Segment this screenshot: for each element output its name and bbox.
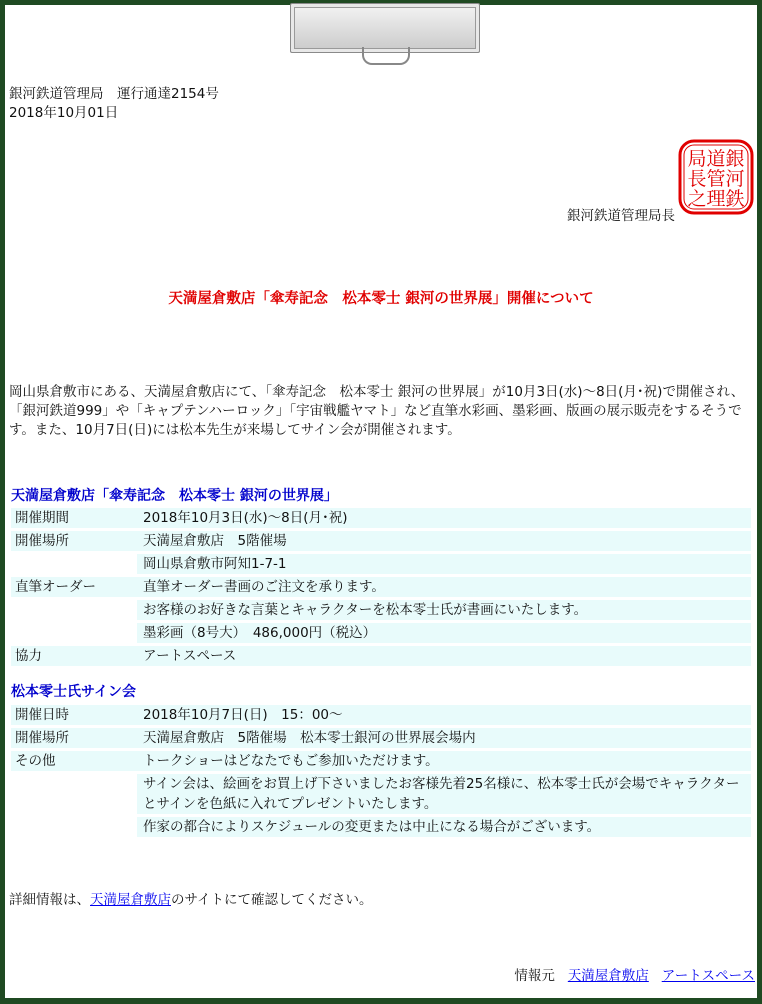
row-label: 直筆オーダー <box>11 577 137 597</box>
footer-prefix: 詳細情報は、 <box>9 892 90 908</box>
svg-text:鉄: 鉄 <box>725 188 745 210</box>
table-row <box>11 646 751 666</box>
footer-suffix: のサイトにて確認してください。 <box>171 892 373 908</box>
table-row <box>11 600 751 620</box>
official-seal <box>677 138 755 216</box>
svg-text:道: 道 <box>706 148 726 170</box>
svg-text:長: 長 <box>687 168 707 190</box>
svg-text:理: 理 <box>706 188 726 210</box>
row-value: 2018年10月7日(日) 15：00～ <box>137 705 751 725</box>
row-value: お客様のお好きな言葉とキャラクターを松本零士氏が書画にいたします。 <box>137 600 751 620</box>
row-label: 開催日時 <box>11 705 137 725</box>
row-label <box>11 554 137 574</box>
footer-store-link[interactable]: 天満屋倉敷店 <box>90 892 171 908</box>
row-value: 作家の都合によりスケジュールの変更または中止になる場合がございます。 <box>137 817 751 837</box>
document-header <box>9 85 219 123</box>
svg-text:銀: 銀 <box>725 148 745 170</box>
issue-date: 2018年10月01日 <box>9 105 119 121</box>
source-credits <box>514 964 755 984</box>
row-value: 2018年10月3日(水)～8日(月･祝) <box>137 508 751 528</box>
table-row <box>11 774 751 814</box>
row-value: 天満屋倉敷店 5階催場 松本零士銀河の世界展会場内 <box>137 728 751 748</box>
exhibit-section-title: 天満屋倉敷店「傘寿記念 松本零士 銀河の世界展」 <box>11 488 338 504</box>
row-label <box>11 817 137 837</box>
row-value: 岡山県倉敷市阿知1-7-1 <box>137 554 751 574</box>
intro-paragraph: 岡山県倉敷市にある、天満屋倉敷店にて、「傘寿記念 松本零士 銀河の世界展」が10月3日(水)～8日(月･祝)で開催され、「銀河鉄道999」や「キャプテンハーロック」「宇宙戦艦ヤマト」など直筆水彩画、墨彩画、版画の展示販売をするそうです。また、10月7日(日)には松本先生が来場してサイン会が開催されます。 <box>9 384 745 438</box>
document-page <box>5 5 757 998</box>
svg-text:管: 管 <box>706 168 726 190</box>
row-value: 直筆オーダー書画のご注文を承ります。 <box>137 577 751 597</box>
row-label <box>11 600 137 620</box>
clipboard-clip <box>290 3 478 61</box>
table-row <box>11 508 751 528</box>
row-label: 開催場所 <box>11 728 137 748</box>
clip-plate <box>290 3 480 53</box>
table-row <box>11 554 751 574</box>
row-label: 開催場所 <box>11 531 137 551</box>
row-value: サイン会は、絵画をお買上げ下さいましたお客様先着25名様に、松本零士氏が会場でキャラクターとサインを色紙に入れてプレゼントいたします。 <box>137 774 751 814</box>
svg-text:河: 河 <box>725 168 745 190</box>
signing-info-table <box>11 702 751 840</box>
issuer-line: 銀河鉄道管理局 運行通達2154号 <box>9 86 219 102</box>
source-label: 情報元 <box>514 968 555 984</box>
row-value: トークショーはどなたでもご参加いただけます。 <box>137 751 751 771</box>
page-title: 天満屋倉敷店「傘寿記念 松本零士 銀河の世界展」開催について <box>168 291 594 307</box>
row-label <box>11 774 137 814</box>
signing-section-title: 松本零士氏サイン会 <box>11 684 137 700</box>
svg-text:之: 之 <box>687 188 707 210</box>
source-store-link[interactable]: 天満屋倉敷店 <box>567 968 649 984</box>
footer-note <box>9 888 373 908</box>
row-label: 開催期間 <box>11 508 137 528</box>
table-row <box>11 577 751 597</box>
row-value: 墨彩画（8号大） 486,000円（税込） <box>137 623 751 643</box>
table-row <box>11 623 751 643</box>
svg-text:局: 局 <box>687 148 707 170</box>
table-row <box>11 817 751 837</box>
row-label <box>11 623 137 643</box>
exhibit-info-table <box>11 505 751 669</box>
row-value: アートスペース <box>137 646 751 666</box>
table-row <box>11 705 751 725</box>
table-row <box>11 531 751 551</box>
clip-ring <box>362 47 410 65</box>
signature-name: 銀河鉄道管理局長 <box>567 208 675 224</box>
table-row <box>11 751 751 771</box>
row-label: その他 <box>11 751 137 771</box>
source-artspace-link[interactable]: アートスペース <box>661 968 755 984</box>
seal-graphic <box>677 138 755 216</box>
row-value: 天満屋倉敷店 5階催場 <box>137 531 751 551</box>
table-row <box>11 728 751 748</box>
row-label: 協力 <box>11 646 137 666</box>
